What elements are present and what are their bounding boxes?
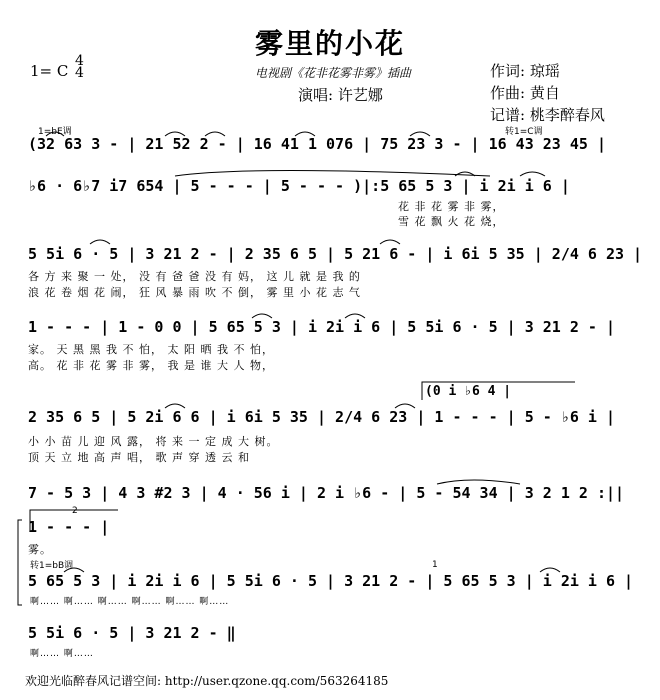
lyric-line-8: 啊…… 啊…… 啊…… 啊…… 啊…… 啊…… [30, 597, 230, 607]
ending-brace [18, 520, 22, 605]
lyric-line-3b: 浪 花 卷 烟 花 闹， 狂 风 暴 雨 吹 不 倒， 雾 里 小 花 志 气 [28, 286, 361, 299]
notation-line-1: (32 63 3 - | 21 52 2 - | 16 41 1 076 | 75 23 3 - | 16 43 23 45 | [28, 135, 606, 153]
notation-line-5-upper: (0 i ♭6 4 | [425, 384, 512, 399]
composer: 作曲: 黄自 [490, 84, 560, 102]
volta-bracket-2 [30, 510, 118, 530]
notation-line-8: 5 65 5 3 | i 2i i 6 | 5 5i 6 · 5 | 3 21 2 - | 5 65 5 3 | i 2i i 6 | [28, 572, 634, 590]
key-change-3: 转1=bB调 [30, 561, 74, 571]
page-title: 雾里的小花 [254, 27, 405, 60]
volta-2-number: 2 [72, 506, 78, 516]
slur [295, 132, 315, 136]
lyric-line-2b: 雪 花 飘 火 花 烧， [398, 215, 505, 228]
volta-bracket-upper [422, 382, 575, 400]
key-signature: 1= C [30, 62, 69, 80]
transcriber: 记谱: 桃李醉春风 [490, 106, 605, 124]
lyric-line-4b: 高。 花 非 花 雾 非 雾， 我 是 谁 大 人 物， [28, 359, 274, 372]
lyric-line-9: 啊…… 啊…… [30, 649, 94, 659]
slur [540, 568, 560, 572]
notation-line-7: 1 - - - | [28, 518, 110, 536]
lyric-line-7: 雾。 [28, 543, 52, 556]
time-sig-top: 4 [75, 53, 84, 69]
slur [165, 404, 185, 408]
notation-line-3: 5 5i 6 · 5 | 3 21 2 - | 2 35 6 5 | 5 21 6 - | i 6i 5 35 | 2/4 6 23 | [28, 245, 643, 263]
singer: 演唱: 许艺娜 [298, 86, 383, 104]
lyric-line-4a: 家。 天 黑 黑 我 不 怕， 太 阳 晒 我 不 怕， [28, 343, 274, 356]
slur [345, 314, 365, 318]
lyric-line-3a: 各 方 来 聚 一 处， 没 有 爸 爸 没 有 妈， 这 儿 就 是 我 的 [28, 270, 361, 283]
slur [90, 240, 110, 244]
slur [252, 314, 272, 318]
notation-line-9: 5 5i 6 · 5 | 3 21 2 - ‖ [28, 624, 236, 642]
lyric-line-5a: 小 小 苗 儿 迎 风 露， 将 来 一 定 成 大 树。 [28, 435, 279, 448]
slur [205, 132, 225, 136]
key-change-2: 转1=C调 [505, 127, 543, 137]
notation-line-6: 7 - 5 3 | 4 3 #2 3 | 4 · 56 i | 2 i ♭6 - | 5 - 54 34 | 3 2 1 2 :|| [28, 484, 625, 502]
volta-1-number: 1 [432, 560, 438, 570]
slur [520, 172, 545, 176]
footer-credit: 欢迎光临醉春风记谱空间: http://user.qzone.qq.com/563264185 [25, 674, 389, 688]
key-change-1: 1=bE调 [38, 127, 72, 137]
slur [64, 568, 84, 572]
slur [410, 132, 430, 136]
slur [395, 404, 415, 408]
lyric-line-2a: 花 非 花 雾 非 雾， [398, 200, 505, 213]
slur [175, 171, 490, 177]
notation-line-5: 2 35 6 5 | 5 2i 6 6 | i 6i 5 35 | 2/4 6 23 | 1 - - - | 5 - ♭6 i | [28, 408, 615, 426]
lyric-line-5b: 顶 天 立 地 高 声 唱， 歌 声 穿 透 云 和 [28, 451, 250, 464]
slur [46, 132, 64, 136]
lyricist: 作词: 琼瑶 [490, 62, 560, 80]
slur [165, 132, 185, 136]
time-sig-bottom: 4 [75, 65, 84, 81]
notation-line-4: 1 - - - | 1 - 0 0 | 5 65 5 3 | i 2i i 6 | 5 5i 6 · 5 | 3 21 2 - | [28, 318, 615, 336]
slur [380, 240, 400, 244]
subtitle: 电视剧《花非花雾非雾》插曲 [255, 66, 412, 80]
slur [437, 480, 520, 484]
notation-line-2: ♭6 · 6♭7 i7 654 | 5 - - - | 5 - - - )|:5 65 5 3 | i 2i i 6 | [28, 177, 570, 195]
